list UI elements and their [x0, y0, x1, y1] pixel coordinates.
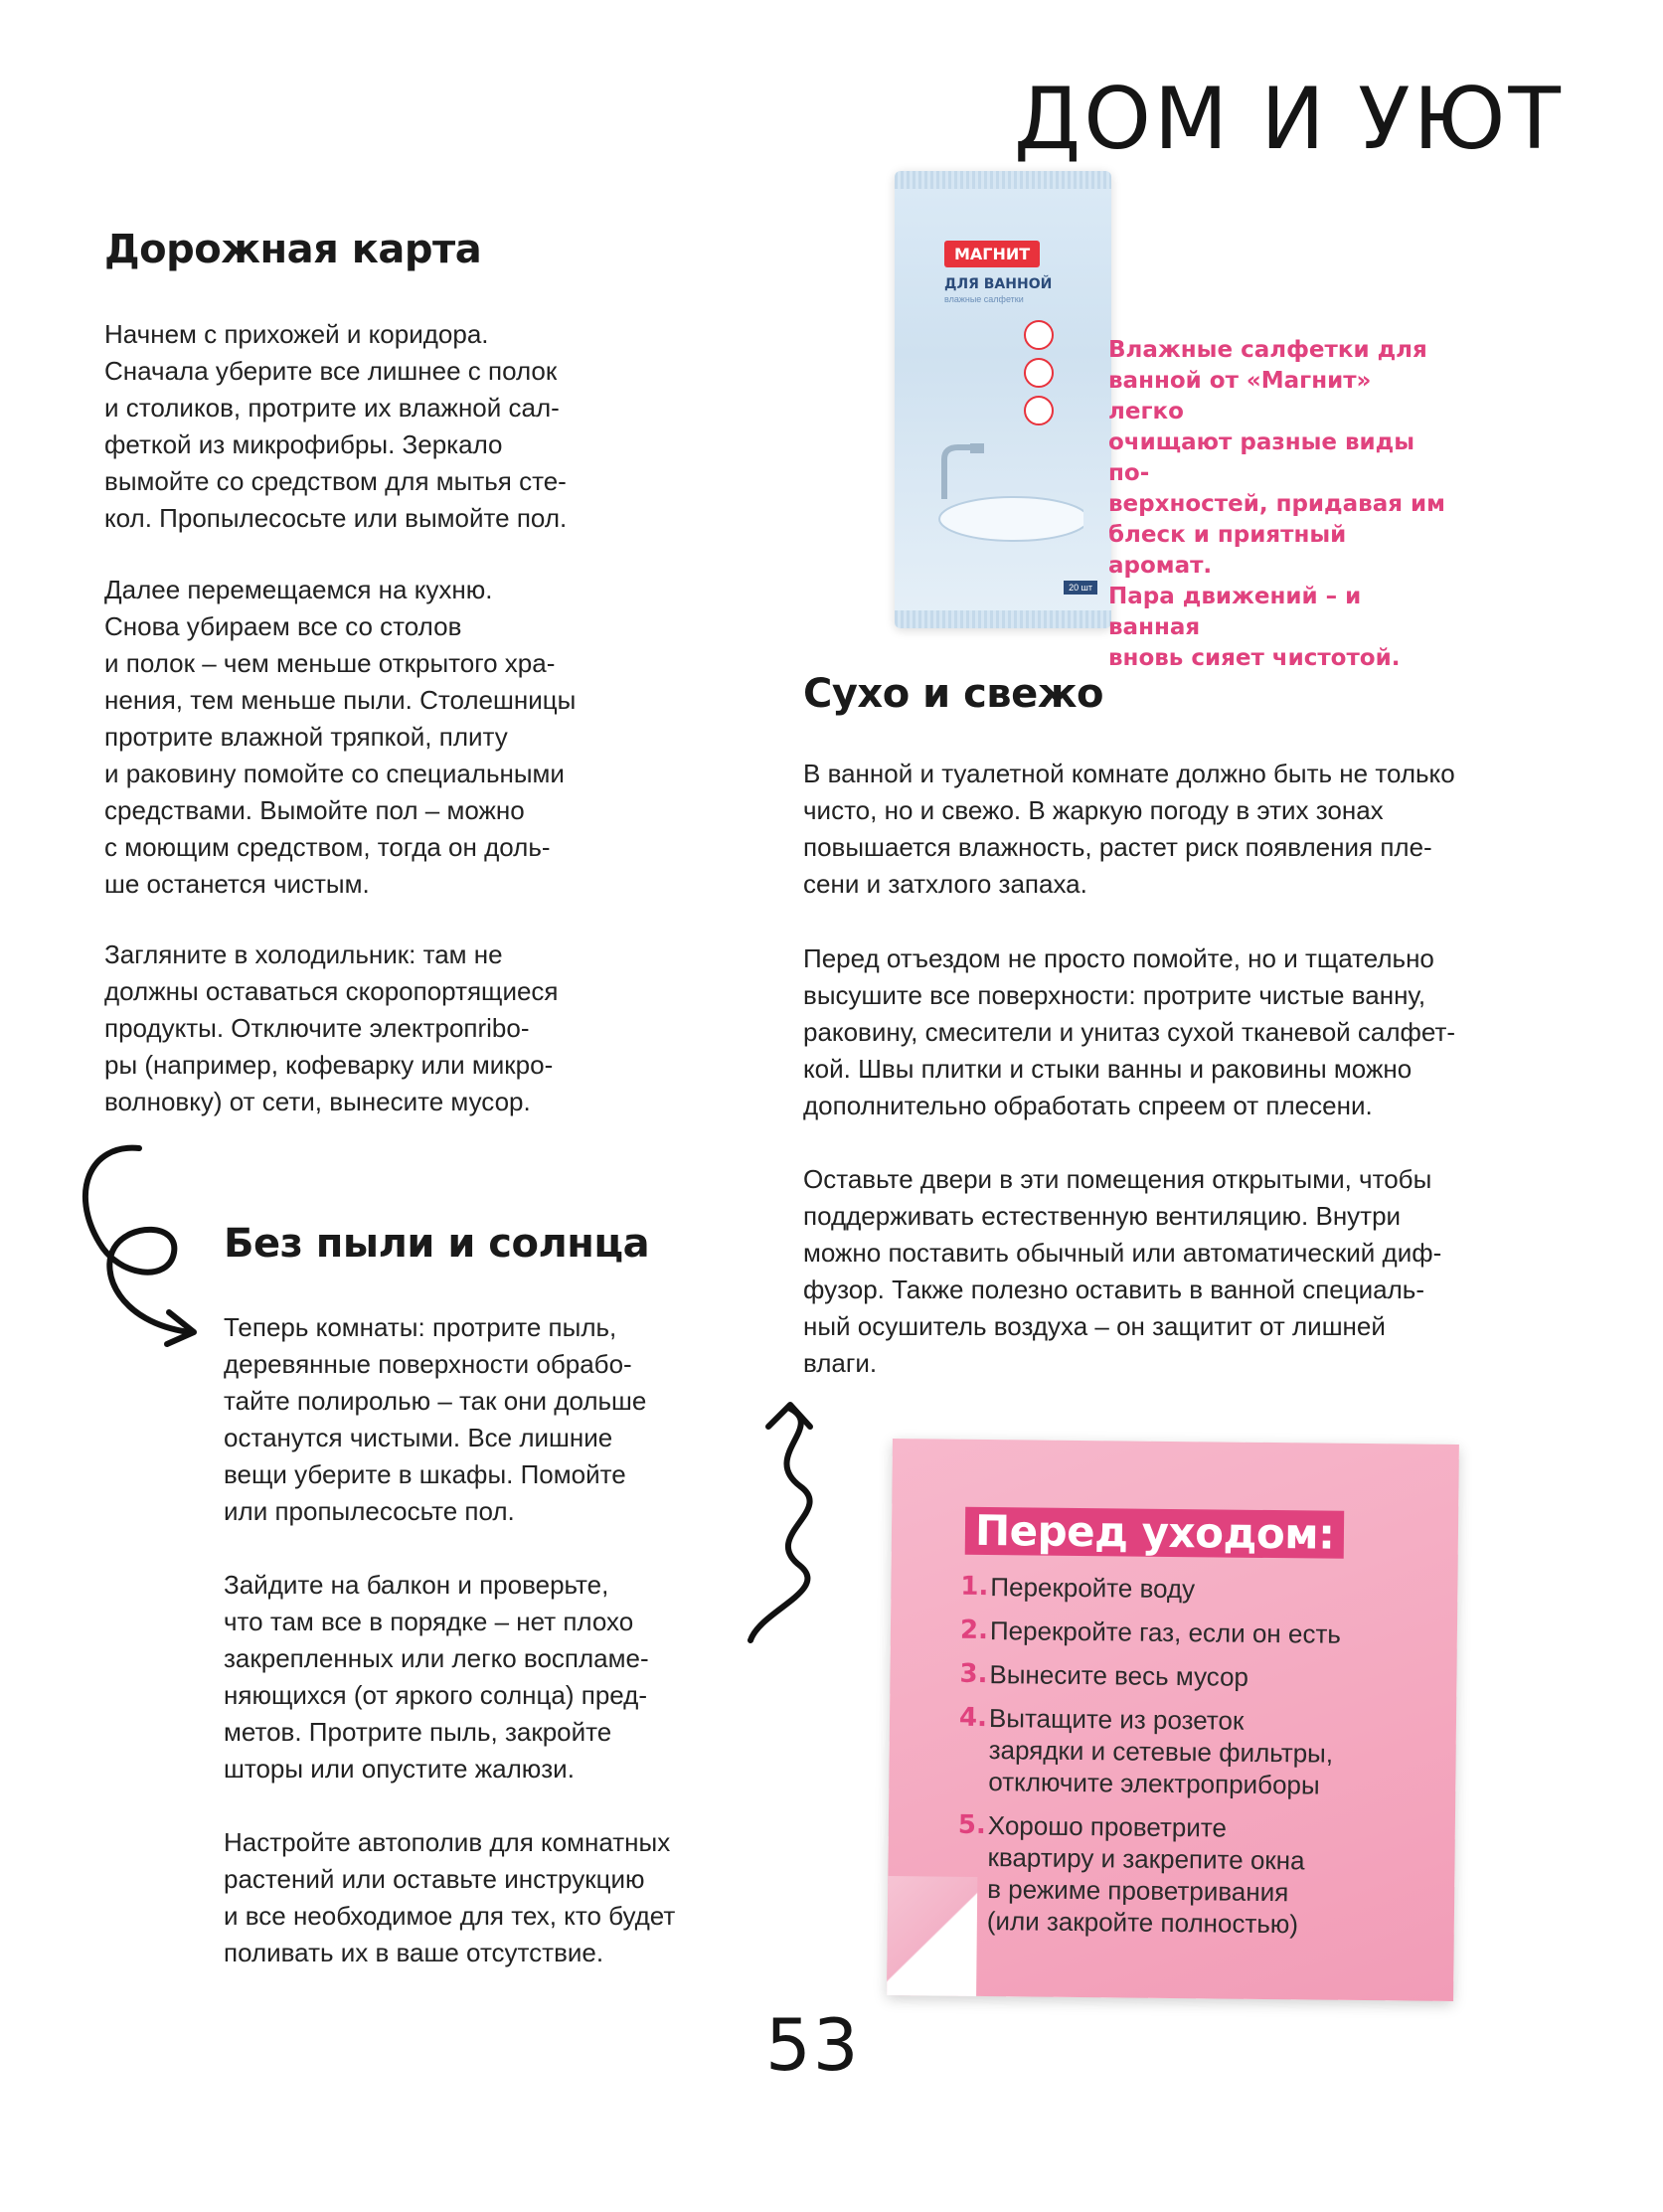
checklist-item	[960, 1571, 1427, 1608]
checklist-list	[957, 1571, 1428, 1954]
product-package-image	[895, 171, 1111, 628]
feature-icon	[1024, 396, 1054, 425]
dry-fresh-paragraph-2: Перед отъездом не просто помойте, но и тщательно высушите все поверхности: протрите чистые ванну, раковину, смесители и унитаз сухой тканевой салфет- кой. Швы плитки и стыки ванны и раковины можно дополнительно обработать спреем от плесени.	[803, 943, 1456, 1120]
no-dust-paragraph-1: Теперь комнаты: протрите пыль, деревянные поверхности обрабо- тайте полиролью – так они дольше останутся чистыми. Все лишние вещи уберите в шкафы. Помойте или пропылесосьте пол.	[224, 1312, 647, 1526]
feature-icon	[1024, 320, 1054, 350]
checklist-title: Перед уходом:	[965, 1507, 1345, 1559]
sink-illustration	[915, 439, 1083, 549]
product-caption: Влажные салфетки для ванной от «Магнит» легко очищают разные виды по- верхностей, придавая им блеск и приятный аромат. Пара движений – и ванная вновь сияет чистотой.	[1108, 337, 1445, 671]
product-subtitle: влажные салфетки	[944, 294, 1024, 304]
checklist-text: Перекройте воду	[990, 1572, 1196, 1605]
dry-fresh-paragraph-1: В ванной и туалетной комнате должно быть не только чисто, но и свежо. В жаркую погоду в этих зонах повышается влажность, растет риск появления пле- сени и затхлого запаха.	[803, 759, 1455, 899]
checklist-item	[958, 1702, 1426, 1802]
no-dust-paragraph-2: Зайдите на балкон и проверьте, что там все в порядке – нет плохо закрепленных или легко воспламе- няющихся (от яркого солнца) пред- метов. Протрите пыль, закройте шторы или опустите жалюзи.	[224, 1570, 649, 1784]
checklist-text: Вытащите из розеток зарядки и сетевые фильтры, отключите электроприборы	[988, 1703, 1334, 1800]
checklist-number: 4.	[958, 1702, 988, 1734]
checklist-number: 5.	[957, 1809, 987, 1841]
checklist-text: Хорошо проветрите квартиру и закрепите окна в режиме проветривания (или закройте полностью)	[986, 1810, 1305, 1940]
dry-fresh-paragraph-3: Оставьте двери в эти помещения открытыми, чтобы поддерживать естественную вентиляцию. Внутри можно поставить обычный или автоматический диф- фузор. Также полезно оставить в ванной специаль- ный осушитель воздуха – он защитит от лишней влаги.	[803, 1164, 1442, 1378]
checklist-number: 1.	[960, 1571, 989, 1603]
loop-arrow-icon	[60, 1133, 249, 1352]
checklist-item	[957, 1809, 1425, 1942]
checklist-number: 3.	[959, 1658, 988, 1690]
squiggle-arrow-icon	[731, 1387, 850, 1655]
heading-no-dust-sun: Без пыли и солнца	[224, 1221, 650, 1267]
checklist-item	[960, 1615, 1427, 1651]
checklist-text: Вынесите весь мусор	[989, 1659, 1249, 1692]
feature-icon	[1024, 358, 1054, 388]
checklist-sticky-note	[887, 1439, 1459, 2001]
road-map-paragraph-3: Загляните в холодильник: там не должны оставаться скоропортящиеся продукты. Отключите электропribо- ры (например, кофеварку или микро- волновку) от сети, вынесите мусор.	[104, 939, 559, 1116]
pack-count-label: 20 шт	[1064, 581, 1097, 595]
no-dust-paragraph-3: Настройте автополив для комнатных растений или оставьте инструкцию и все необходимое для тех, кто будет поливать их в ваше отсутствие.	[224, 1827, 676, 1967]
brand-logo: МАГНИТ	[944, 241, 1040, 267]
section-header: ДОМ И УЮТ	[1014, 70, 1564, 169]
product-name: ДЛЯ ВАННОЙ	[944, 276, 1053, 292]
heading-road-map: Дорожная карта	[104, 227, 482, 272]
heading-dry-fresh: Сухо и свежо	[803, 671, 1104, 717]
checklist-item	[959, 1658, 1426, 1695]
note-curl	[887, 1876, 977, 1996]
road-map-paragraph-1: Начнем с прихожей и коридора. Сначала уберите все лишнее с полок и столиков, протрите их влажной сал- феткой из микрофибры. Зеркало вымойте со средством для мытья сте- кол. Пропылесосьте или вымойте пол.	[104, 319, 568, 533]
road-map-paragraph-2: Далее перемещаемся на кухню. Снова убираем все со столов и полок – чем меньше открытого хра- нения, тем меньше пыли. Столешницы протрите влажной тряпкой, плиту и раковину помойте со специальными средствами. Вымойте пол – можно с моющим средством, тогда он доль- ше останется чистым.	[104, 575, 577, 899]
checklist-text: Перекройте газ, если он есть	[989, 1616, 1342, 1649]
checklist-number: 2.	[959, 1615, 989, 1646]
page-number: 53	[765, 2003, 861, 2087]
